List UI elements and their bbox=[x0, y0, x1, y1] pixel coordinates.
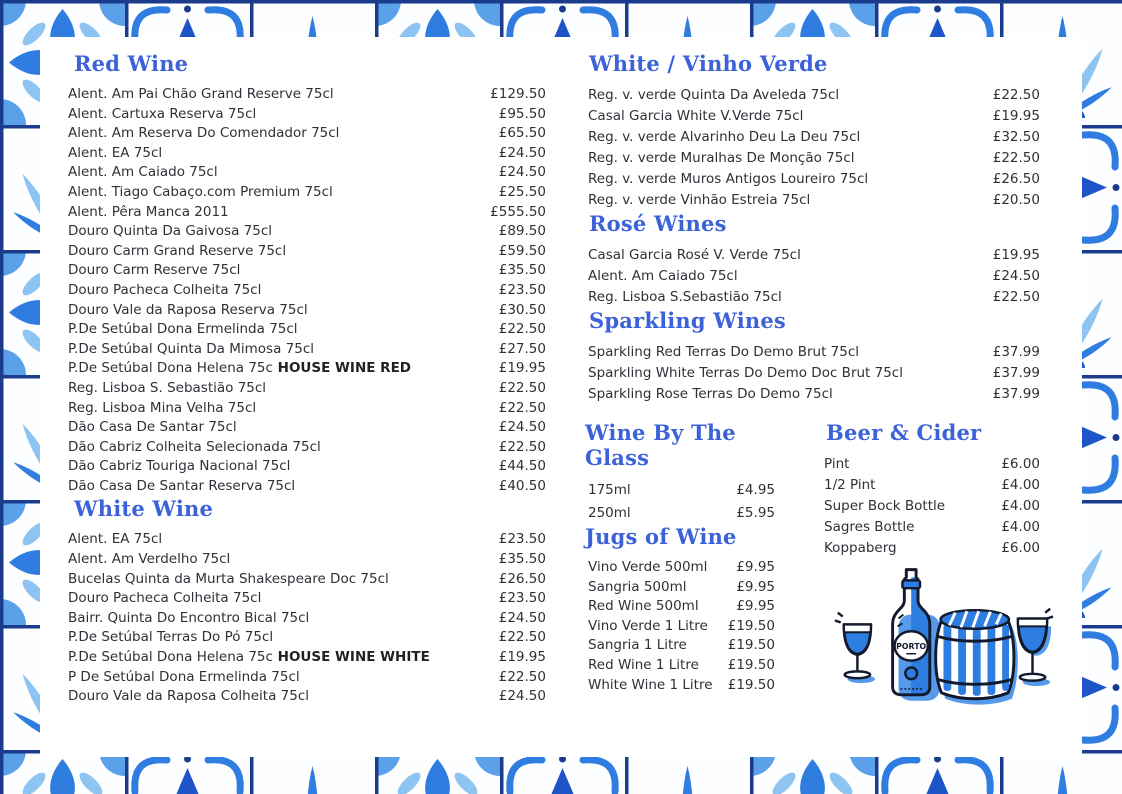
menu-item-row bbox=[68, 124, 546, 144]
item-name: Douro Quinta Da Gaivosa 75cl bbox=[68, 223, 273, 240]
item-name: Alent. Cartuxa Reserva 75cl bbox=[68, 105, 257, 122]
item-price: £4.00 bbox=[1001, 498, 1040, 514]
menu-item-row bbox=[588, 617, 775, 637]
item-price: £22.50 bbox=[992, 150, 1040, 166]
menu-item-row bbox=[68, 687, 546, 707]
item-price: £24.50 bbox=[992, 268, 1040, 284]
item-name: Alent. Am Caiado 75cl bbox=[68, 164, 218, 181]
section-title-sparkling-wines: Sparkling Wines bbox=[589, 308, 786, 333]
item-name: Vino Verde 500ml bbox=[588, 559, 708, 575]
item-price: £24.50 bbox=[498, 144, 546, 161]
section-title-red-wine: Red Wine bbox=[74, 51, 189, 76]
section-title-wine-by-the-glass: Wine By The Glass bbox=[585, 420, 736, 470]
menu-item-row bbox=[588, 85, 1040, 106]
menu-item-row bbox=[68, 85, 546, 105]
item-name: 1/2 Pint bbox=[824, 477, 876, 493]
item-name: Alent. Tiago Cabaço.com Premium 75cl bbox=[68, 183, 333, 200]
menu-item-row bbox=[68, 628, 546, 648]
item-price: £65.50 bbox=[498, 125, 546, 142]
item-price: £24.50 bbox=[498, 164, 546, 181]
menu-item-row bbox=[588, 676, 775, 696]
menu-item-row bbox=[588, 190, 1040, 211]
item-name: 175ml bbox=[588, 482, 631, 498]
item-price: £27.50 bbox=[498, 340, 546, 357]
white-wine-list bbox=[68, 530, 546, 706]
item-name: Sparkling Red Terras Do Demo Brut 75cl bbox=[588, 344, 860, 360]
menu-item-row bbox=[588, 597, 775, 617]
item-price: £6.00 bbox=[1001, 456, 1040, 472]
item-name: Reg. v. verde Quinta Da Aveleda 75cl bbox=[588, 87, 840, 103]
menu-item-row bbox=[824, 475, 1040, 496]
item-price: £19.95 bbox=[992, 247, 1040, 263]
item-name: Sangria 500ml bbox=[588, 578, 687, 595]
item-name: Pint bbox=[824, 456, 850, 472]
item-name: Reg. v. verde Muralhas De Monção 75cl bbox=[588, 150, 855, 166]
item-price: £19.50 bbox=[727, 676, 775, 693]
menu-item-row bbox=[588, 502, 775, 525]
item-name: Alent. Am Reserva Do Comendador 75cl bbox=[68, 125, 340, 142]
item-name: Reg. v. verde Muros Antigos Loureiro 75cl bbox=[588, 171, 869, 187]
section-title-rose-wines: Rosé Wines bbox=[589, 211, 727, 236]
item-price: £37.99 bbox=[992, 344, 1040, 360]
beer-cider-list bbox=[824, 454, 1040, 559]
sparkling-wines-list bbox=[583, 342, 1040, 405]
item-price: £19.50 bbox=[727, 637, 775, 654]
menu-item-row bbox=[68, 609, 546, 629]
item-price: £22.50 bbox=[498, 321, 546, 338]
item-price: £19.95 bbox=[992, 108, 1040, 124]
item-name: Red Wine 1 Litre bbox=[588, 656, 699, 673]
item-price: £35.50 bbox=[498, 262, 546, 279]
item-price: £9.95 bbox=[736, 578, 775, 595]
item-price: £9.95 bbox=[736, 559, 775, 575]
menu-item-row bbox=[588, 636, 775, 656]
menu-item-row bbox=[68, 648, 546, 668]
item-price: £22.50 bbox=[498, 399, 546, 416]
item-name: Douro Vale da Raposa Reserva 75cl bbox=[68, 301, 308, 318]
item-price: £5.95 bbox=[736, 504, 775, 521]
item-name: Alent. EA 75cl bbox=[68, 144, 163, 161]
item-price: £20.50 bbox=[992, 192, 1040, 208]
item-price: £89.50 bbox=[498, 223, 546, 240]
item-name: P.De Setúbal Quinta Da Mimosa 75cl bbox=[68, 340, 314, 357]
item-name: Alent. Pêra Manca 2011 bbox=[68, 203, 229, 220]
menu-item-row bbox=[588, 656, 775, 676]
item-price: £37.99 bbox=[992, 386, 1040, 402]
item-name: Reg. v. verde Vinhão Estreia 75cl bbox=[588, 192, 811, 208]
item-price: £23.50 bbox=[498, 281, 546, 298]
item-name: Dão Casa De Santar 75cl bbox=[68, 419, 237, 436]
menu-item-row bbox=[588, 127, 1040, 148]
menu-item-row bbox=[68, 418, 546, 438]
item-price: £24.50 bbox=[498, 609, 546, 626]
item-price: £19.95 bbox=[498, 649, 546, 666]
item-price: £22.50 bbox=[498, 668, 546, 685]
item-price: £19.50 bbox=[727, 656, 775, 673]
menu-item-row bbox=[68, 438, 546, 458]
item-price: £25.50 bbox=[498, 183, 546, 200]
item-name: Alent. EA 75cl bbox=[68, 531, 163, 548]
menu-item-row bbox=[68, 183, 546, 203]
item-price: £22.50 bbox=[992, 87, 1040, 103]
item-price: £4.00 bbox=[1001, 477, 1040, 493]
item-price: £555.50 bbox=[490, 203, 546, 220]
jugs-of-wine-list bbox=[583, 558, 775, 695]
item-price: £22.50 bbox=[498, 629, 546, 646]
menu-item-row bbox=[68, 340, 546, 360]
section-title-vinho-verde: White / Vinho Verde bbox=[589, 51, 828, 76]
item-price: £40.50 bbox=[498, 477, 546, 494]
wine-glass-left-icon bbox=[835, 613, 871, 679]
menu-item-row bbox=[588, 384, 1040, 405]
item-name: Douro Carm Reserve 75cl bbox=[68, 262, 241, 279]
section-title-beer-cider: Beer & Cider bbox=[826, 420, 982, 445]
menu-item-row bbox=[588, 558, 775, 578]
menu-item-row bbox=[68, 530, 546, 550]
item-name: Sparkling White Terras Do Demo Doc Brut 75cl bbox=[588, 365, 903, 381]
rose-wines-list bbox=[583, 245, 1040, 308]
item-price: £19.50 bbox=[727, 617, 775, 634]
menu-item-row bbox=[588, 479, 775, 502]
glass-and-jugs-column bbox=[583, 420, 775, 721]
menu-item-row bbox=[68, 379, 546, 399]
item-name: Reg. Lisboa S. Sebastião 75cl bbox=[68, 379, 267, 396]
item-name: Casal Garcia Rosé V. Verde 75cl bbox=[588, 247, 801, 263]
item-price: £23.50 bbox=[498, 531, 546, 548]
menu-item-row bbox=[68, 457, 546, 477]
item-price: £23.50 bbox=[498, 590, 546, 607]
item-price: £24.50 bbox=[498, 419, 546, 436]
item-price: £26.50 bbox=[498, 570, 546, 587]
menu-item-row bbox=[824, 538, 1040, 559]
menu-item-row bbox=[588, 578, 775, 598]
menu-item-row bbox=[824, 517, 1040, 538]
item-price: £95.50 bbox=[498, 105, 546, 122]
menu-item-row bbox=[68, 399, 546, 419]
menu-item-row bbox=[68, 668, 546, 688]
menu-item-row bbox=[588, 287, 1040, 308]
item-price: £26.50 bbox=[992, 171, 1040, 187]
menu-item-row bbox=[824, 454, 1040, 475]
item-price: £37.99 bbox=[992, 365, 1040, 381]
item-name: Bucelas Quinta da Murta Shakespeare Doc 75cl bbox=[68, 570, 389, 587]
item-price: £4.00 bbox=[1001, 519, 1040, 535]
wine-barrel-icon bbox=[936, 610, 1014, 699]
beer-cider-column bbox=[824, 420, 1040, 721]
item-name: Dão Cabriz Touriga Nacional 75cl bbox=[68, 458, 291, 475]
menu-item-row bbox=[588, 169, 1040, 190]
item-price: £24.50 bbox=[498, 688, 546, 705]
menu-item-row bbox=[68, 570, 546, 590]
menu-item-row bbox=[588, 266, 1040, 287]
menu-item-row bbox=[588, 148, 1040, 169]
item-name: White Wine 1 Litre bbox=[588, 676, 713, 693]
item-name: Casal Garcia White V.Verde 75cl bbox=[588, 108, 804, 124]
menu-panel bbox=[40, 37, 1082, 757]
section-title-white-wine: White Wine bbox=[74, 496, 214, 522]
item-price: £22.50 bbox=[992, 289, 1040, 305]
menu-item-row bbox=[68, 301, 546, 321]
item-name: Red Wine 500ml bbox=[588, 598, 699, 615]
item-name: Sangria 1 Litre bbox=[588, 637, 687, 654]
menu-item-row bbox=[68, 242, 546, 262]
porto-label-text: PORTO bbox=[896, 641, 927, 651]
menu-item-row bbox=[68, 144, 546, 164]
menu-item-row bbox=[588, 245, 1040, 266]
menu-item-row bbox=[68, 163, 546, 183]
menu-item-row bbox=[588, 363, 1040, 384]
right-column bbox=[583, 51, 1040, 721]
item-price: £19.95 bbox=[498, 360, 546, 377]
item-name: Alent. Am Caiado 75cl bbox=[588, 268, 738, 284]
item-name: P De Setúbal Dona Ermelinda 75cl bbox=[68, 668, 300, 685]
porto-bottle-icon bbox=[893, 570, 930, 695]
menu-item-row bbox=[68, 261, 546, 281]
item-name: Bairr. Quinta Do Encontro Bical 75cl bbox=[68, 609, 310, 626]
bottom-right-grid bbox=[583, 420, 1040, 721]
menu-item-row bbox=[68, 589, 546, 609]
item-price: £59.50 bbox=[498, 242, 546, 259]
item-name: Douro Carm Grand Reserve 75cl bbox=[68, 242, 287, 259]
item-price: £6.00 bbox=[1001, 540, 1040, 556]
item-price: £44.50 bbox=[498, 458, 546, 475]
menu-item-row bbox=[68, 281, 546, 301]
item-name: Douro Pacheca Colheita 75cl bbox=[68, 281, 262, 298]
menu-item-row bbox=[68, 320, 546, 340]
section-title-jugs-of-wine: Jugs of Wine bbox=[585, 524, 737, 549]
vinho-verde-list bbox=[583, 85, 1040, 211]
item-name: P.De Setúbal Dona Helena 75c HOUSE WINE WHITE bbox=[68, 649, 430, 666]
item-name: Douro Pacheca Colheita 75cl bbox=[68, 590, 262, 607]
menu-item-row bbox=[588, 106, 1040, 127]
menu-item-row bbox=[68, 203, 546, 223]
item-name: Alent. Am Pai Chão Grand Reserve 75cl bbox=[68, 86, 334, 102]
item-name: Vino Verde 1 Litre bbox=[588, 617, 708, 634]
item-name: Dão Cabriz Colheita Selecionada 75cl bbox=[68, 438, 321, 455]
item-name: Koppaberg bbox=[824, 540, 897, 556]
item-name: 250ml bbox=[588, 504, 631, 521]
item-price: £9.95 bbox=[736, 598, 775, 615]
menu-item-row bbox=[68, 477, 546, 497]
item-price: £129.50 bbox=[490, 86, 546, 102]
item-name: Reg. Lisboa S.Sebastião 75cl bbox=[588, 289, 782, 305]
porto-bottle-barrel-glasses-illustration bbox=[830, 563, 1055, 721]
item-name: P.De Setúbal Dona Helena 75c HOUSE WINE RED bbox=[68, 360, 411, 377]
item-name: Reg. v. verde Alvarinho Deu La Deu 75cl bbox=[588, 129, 861, 145]
item-price: £22.50 bbox=[498, 379, 546, 396]
item-price: £32.50 bbox=[992, 129, 1040, 145]
item-name: Dão Casa De Santar Reserva 75cl bbox=[68, 477, 296, 494]
item-name: Reg. Lisboa Mina Velha 75cl bbox=[68, 399, 257, 416]
item-price: £30.50 bbox=[498, 301, 546, 318]
item-name: Sparkling Rose Terras Do Demo 75cl bbox=[588, 386, 833, 402]
menu-item-row bbox=[68, 222, 546, 242]
item-name: P.De Setúbal Terras Do Pó 75cl bbox=[68, 629, 274, 646]
menu-item-row bbox=[68, 105, 546, 125]
item-name: Sagres Bottle bbox=[824, 519, 915, 535]
wine-by-the-glass-list bbox=[583, 479, 775, 524]
item-price: £22.50 bbox=[498, 438, 546, 455]
item-name: P.De Setúbal Dona Ermelinda 75cl bbox=[68, 321, 298, 338]
red-wine-list bbox=[68, 85, 546, 496]
item-price: £4.95 bbox=[736, 482, 775, 498]
menu-item-row bbox=[68, 359, 546, 379]
item-name: Douro Vale da Raposa Colheita 75cl bbox=[68, 688, 309, 705]
item-price: £35.50 bbox=[498, 551, 546, 568]
menu-item-row bbox=[824, 496, 1040, 517]
item-name: Alent. Am Verdelho 75cl bbox=[68, 551, 231, 568]
menu-item-row bbox=[588, 342, 1040, 363]
left-column bbox=[68, 51, 546, 707]
item-name: Super Bock Bottle bbox=[824, 498, 946, 514]
menu-item-row bbox=[68, 550, 546, 570]
